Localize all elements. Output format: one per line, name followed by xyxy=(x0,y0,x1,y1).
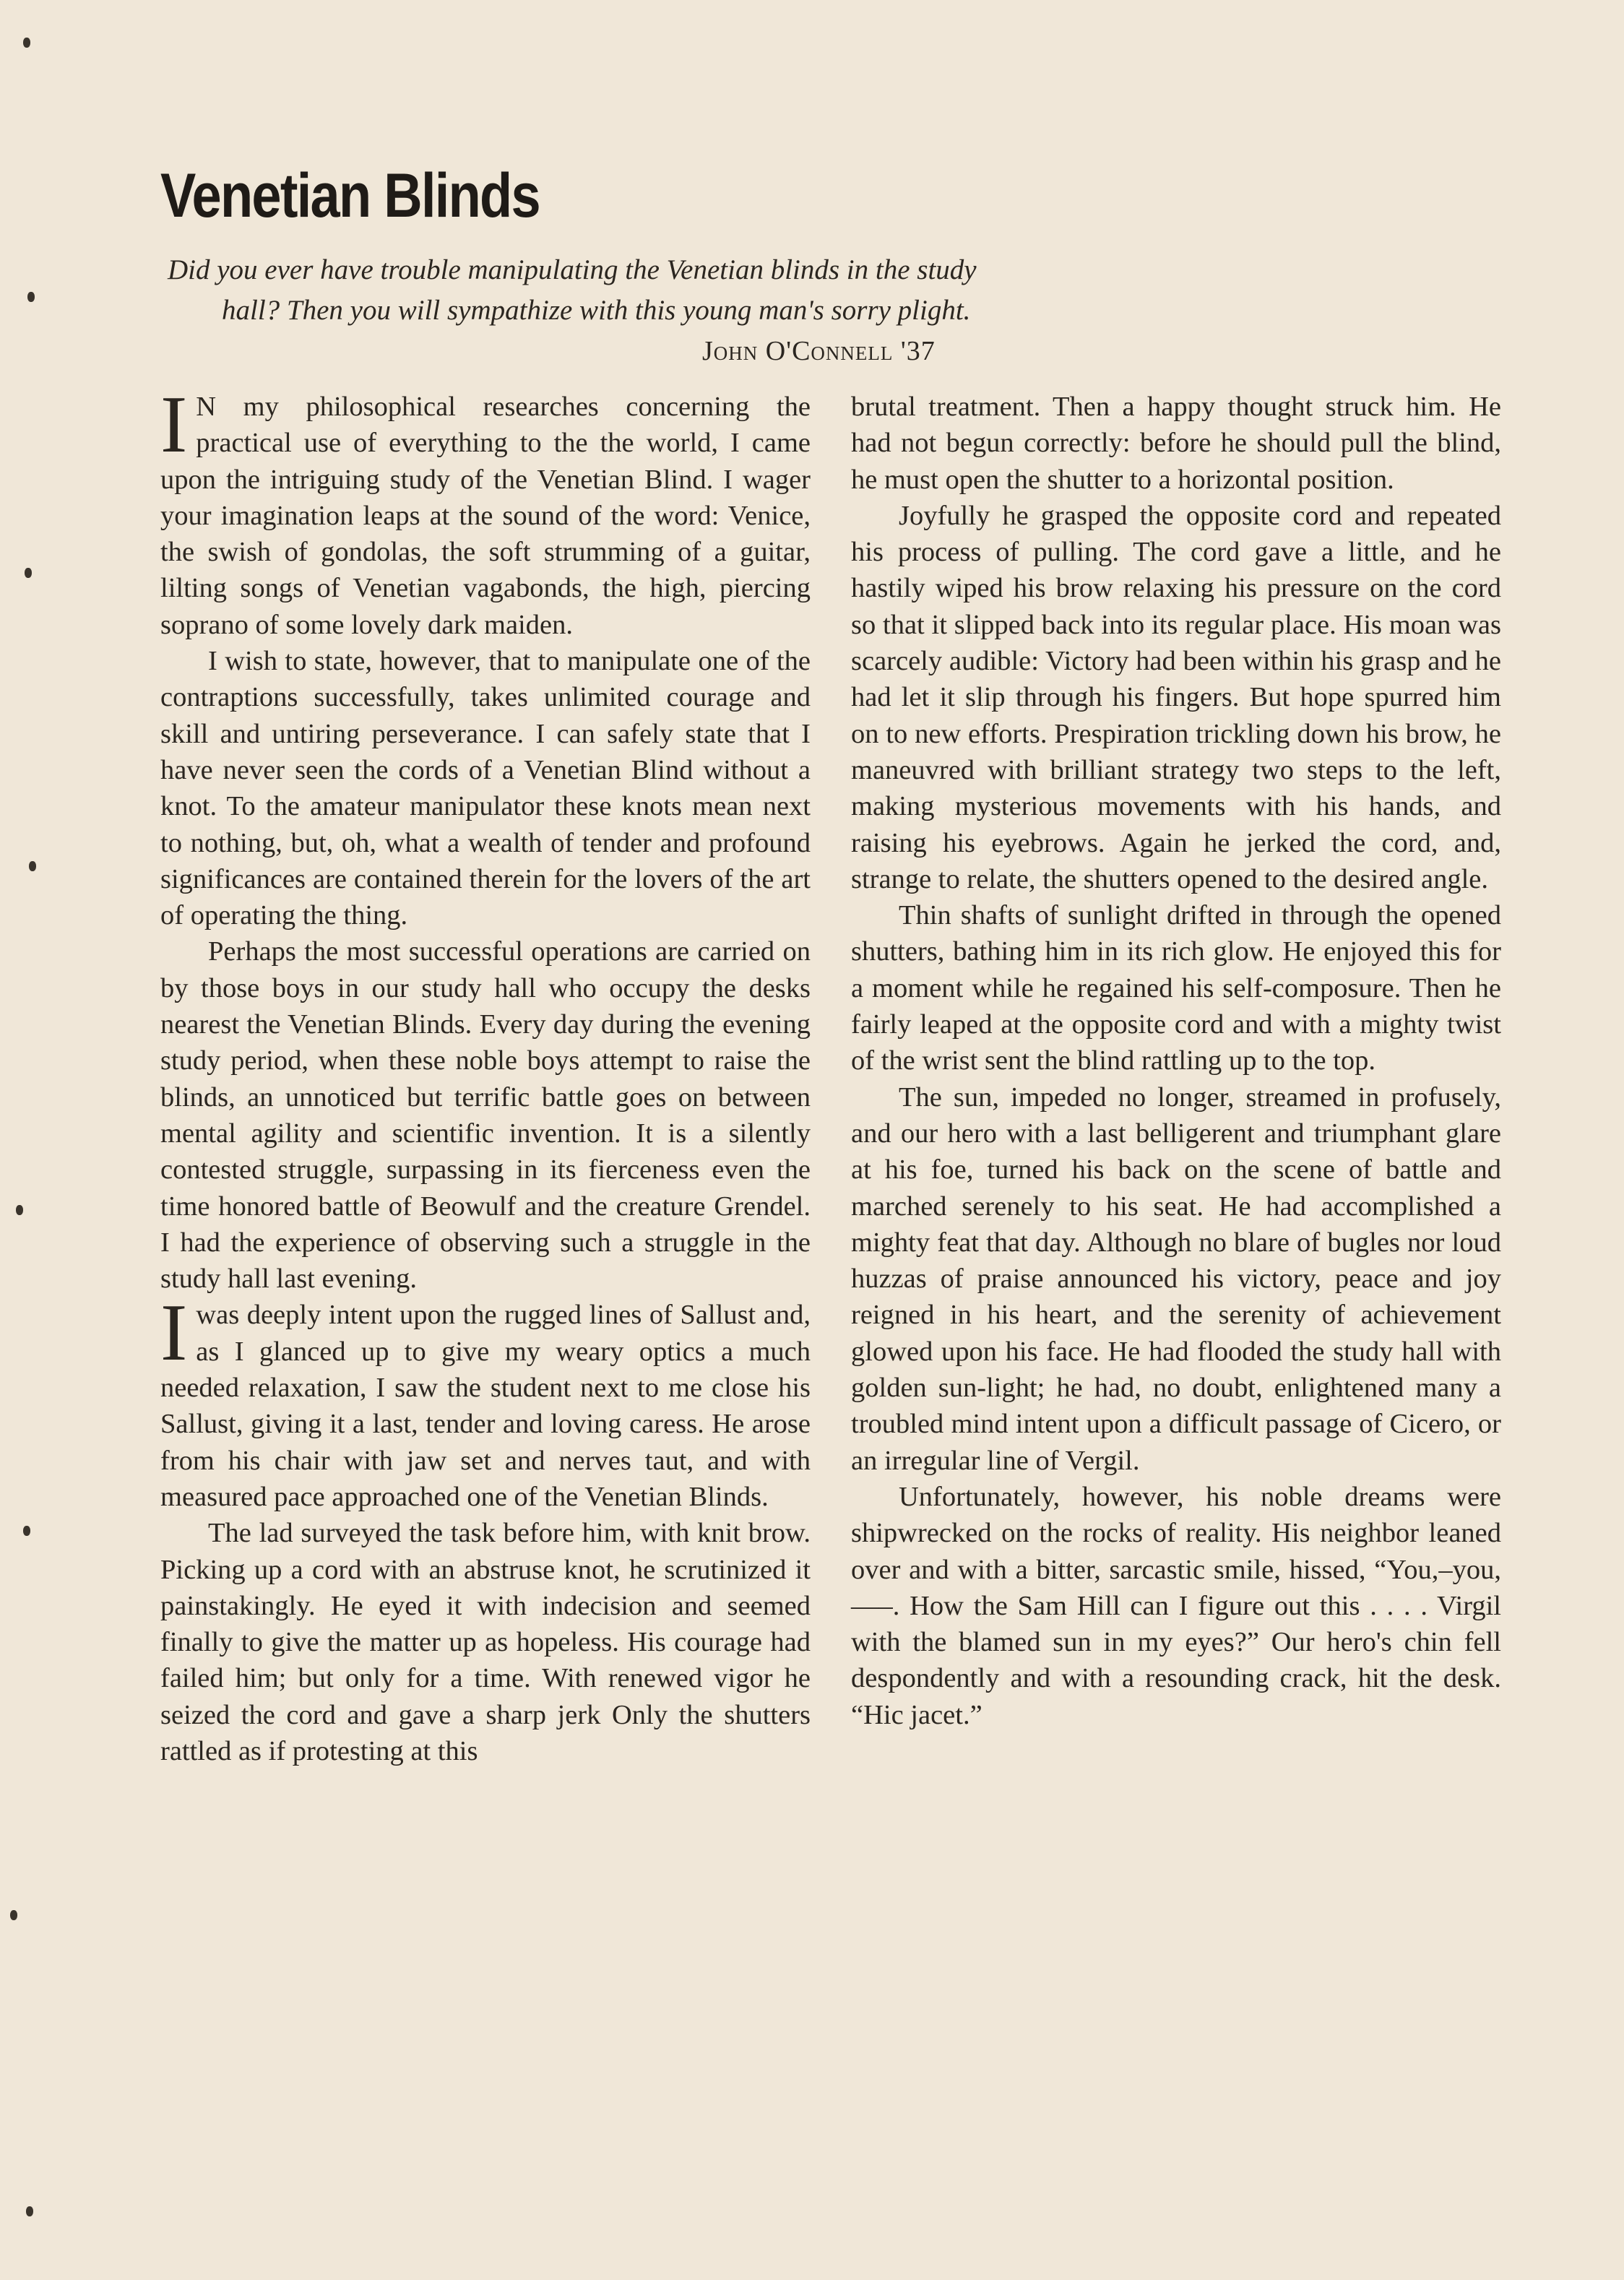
binding-hole-mark xyxy=(10,1910,17,1920)
article-subtitle xyxy=(168,250,1215,331)
author-byline xyxy=(702,335,936,367)
paragraph: The lad surveyed the task before him, with knit brow. Picking up a cord with an abstruse knot, he scrutinized it painstakingly. He eyed it with indecision and seemed finally to give the matter up as hopeless. His courage had failed him; but only for a time. With renewed vigor he seized the cord and gave a sharp jerk Only the shutters rattled as if protesting at this xyxy=(160,1518,811,1766)
paragraph: Iwas deeply intent upon the rugged lines of Sallust and, as I glanced up to give my weary optics a much needed relaxation, I saw the student next to me close his Sallust, giving it a last, tender and loving caress. He arose from his chair with jaw set and nerves taut, and with measured pace approached one of the Venetian Blinds. xyxy=(160,1288,811,1512)
paragraph: brutal treatment. Then a happy thought struck him. He had not begun correctly: before he should pull the blind, he must open the shutter to a horizontal position. xyxy=(851,392,1501,495)
right-column xyxy=(851,389,1501,1733)
subtitle-line-1: Did you ever have trouble manipulating the Venetian blinds in the study xyxy=(168,254,977,285)
paragraph: Perhaps the most successful operations are carried on by those boys in our study hall who occupy the desks nearest the Venetian Blinds. Every day during the evening study period, when these noble boys attempt to raise the blinds, an unnoticed but terrific battle goes on between mental agility and scientific invention. It is a silently contested struggle, surpassing in its fierceness even the time honored battle of Beowulf and the creature Grendel. I had the experience of observing such a struggle in the study hall last evening. xyxy=(160,936,811,1295)
left-column xyxy=(160,380,811,1769)
subtitle-line-2: hall? Then you will sympathize with this young man's sorry plight. xyxy=(222,295,971,326)
binding-hole-mark xyxy=(16,1205,23,1215)
paragraph: Thin shafts of sunlight drifted in through the opened shutters, bathing him in its rich glow. He enjoyed this for a moment while he regained his self-composure. Then he fairly leaped at the opposite cord and with a mighty twist of the wrist sent the blind rattling up to the top. xyxy=(851,900,1501,1076)
article-title: Venetian Blinds xyxy=(160,161,540,230)
binding-hole-mark xyxy=(23,1526,30,1536)
drop-cap: I xyxy=(160,380,188,470)
paragraph: I wish to state, however, that to manipulate one of the contraptions successfully, takes unlimited courage and skill and untiring perseverance. I can safely state that I have never seen the cords of a Venetian Blind without a knot. To the amateur manipulator these knots mean next to nothing, but, oh, what a wealth of tender and profound significances are contained therein for the lovers of the art of operating the thing. xyxy=(160,646,811,931)
paragraph: Unfortunately, however, his noble dreams were shipwrecked on the rocks of reality. His neighbor leaned over and with a bitter, sarcastic smile, hissed, “You,–you,—–. How the Sam Hill can I figure out this . . . . Virgil with the blamed sun in my eyes?” Our hero's chin fell despondently and with a resounding crack, hit the desk. “Hic jacet.” xyxy=(851,1481,1501,1730)
author-name: John O'Connell xyxy=(702,336,894,366)
paragraph: The sun, impeded no longer, streamed in profusely, and our hero with a last belligerent and triumphant glare at his foe, turned his back on the scene of battle and marched serenely to his seat. He had accomplished a mighty feat that day. Although no blare of bugles nor loud huzzas of praise announced his victory, peace and joy reigned in his heart, and the serenity of achievement glowed upon his face. He had flooded the study hall with golden sun-light; he had, no doubt, enlightened many a troubled mind intent upon a difficult passage of Cicero, or an irregular line of Vergil. xyxy=(851,1081,1501,1476)
binding-hole-mark xyxy=(23,38,30,48)
paragraph: I N my philosophical researches concerning the practical use of everything to the the world, I came upon the intriguing study of the Venetian Blind. I wager your imagination leaps at the sound of the word: Venice, the swish of gondolas, the soft strumming of a guitar, lilting songs of Venetian vagabonds, the high, piercing soprano of some lovely dark maiden. xyxy=(160,380,811,640)
binding-hole-mark xyxy=(25,568,32,578)
binding-hole-mark xyxy=(27,292,35,302)
binding-hole-mark xyxy=(26,2206,33,2216)
author-year: '37 xyxy=(900,336,936,366)
paragraph: Joyfully he grasped the opposite cord and repeated his process of pulling. The cord gave a little, and he hastily wiped his brow relaxing his pressure on the cord so that it slipped back into its regular place. His moan was scarcely audible: Victory had been within his grasp and he had let it slip through his fingers. But hope spurred him on to new efforts. Prespiration trickling down his brow, he maneuvred with brilliant strategy two steps to the left, making mysterious movements with his hands, and raising his eyebrows. Again he jerked the cord, and, strange to relate, the shutters opened to the desired angle. xyxy=(851,500,1501,894)
binding-hole-mark xyxy=(29,861,36,871)
drop-cap: I xyxy=(160,1288,188,1378)
